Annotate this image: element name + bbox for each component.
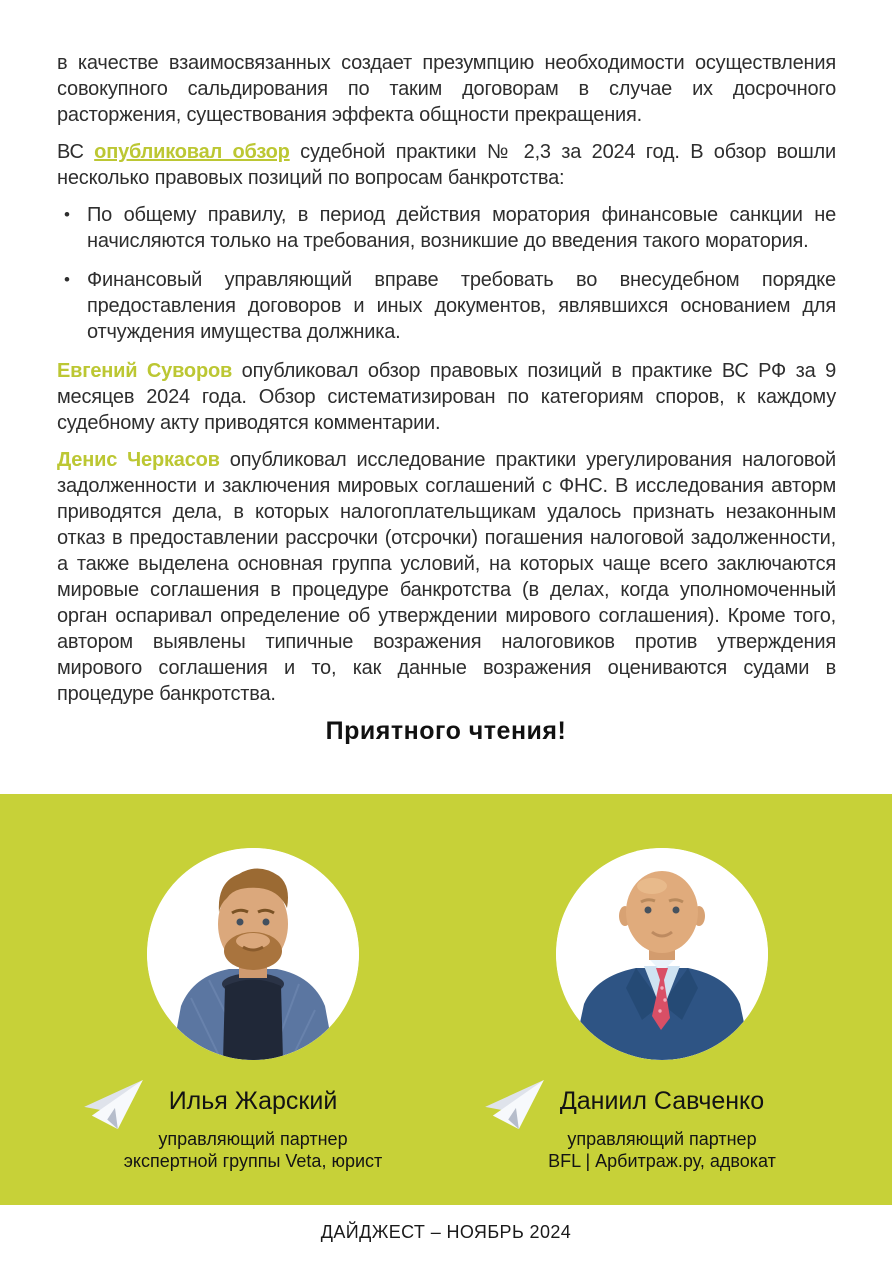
closing-heading: Приятного чтения! [325, 717, 567, 745]
person-role-line: управляющий партнер [567, 1129, 757, 1149]
bullet-item-manager: • Финансовый управляющий вправе требовать во внесудебном порядке предоставления договоров и иных документов, являвшихся основанием для отчуждения имущества должника. [57, 267, 836, 345]
person-role-line: управляющий партнер [158, 1129, 348, 1149]
paragraph-cherkasov [57, 447, 836, 707]
person-name-row [492, 1083, 832, 1119]
author-link-suvorov[interactable]: Евгений Суворов [57, 360, 233, 382]
person-role-line: экспертной группы Veta, юрист [123, 1151, 383, 1171]
paragraph-text: ВС [57, 141, 95, 163]
paragraph-suvorov [57, 358, 836, 436]
review-link[interactable]: опубликовал обзор [94, 141, 290, 163]
author-link-cherkasov[interactable]: Денис Черкасов [57, 449, 220, 471]
authors-band [0, 794, 892, 1205]
footer-text: ДАЙДЖЕСТ – НОЯБРЬ 2024 [320, 1222, 572, 1242]
person-card-savchenko [492, 848, 832, 1172]
article-body [57, 50, 836, 718]
paragraph-text: опубликовал обзор правовых позиций в практике ВС РФ за 9 месяцев 2024 года. Обзор систематизирован по категориям споров, к каждому судебному акту приводятся комментарии. [57, 360, 837, 434]
bullet-list [57, 202, 836, 345]
telegram-icon[interactable] [83, 1079, 145, 1131]
paragraph-text: опубликовал исследование практики урегулирования налоговой задолженности и заключения мировых соглашений с ФНС. В исследования авторм приводятся дела, в которых налогоплательщикам удалось признать незаконным отказ в предоставлении рассрочки (отсрочки) погашения налоговой задолженности, а также выделена основная группа условий, на которых чаще всего заключаются мировые соглашения в процедуре банкротства (в делах, когда уполномоченный орган оспаривал определение об утверждении мирового соглашения). Кроме того, автором выявлены типичные возражения налоговиков против утверждения мирового соглашения и то, как данные возражения оцениваются судами в процедуре банкротства. [57, 449, 837, 705]
paragraph-netting: в качестве взаимосвязанных создает презумпцию необходимости осуществления совокупного сальдирования по таким договорам в случае их досрочного расторжения, существования эффекта общности прекращения. [57, 52, 836, 126]
person-role [83, 1128, 423, 1172]
bullet-item-moratorium: • По общему правилу, в период действия моратория финансовые санкции не начисляются только на требования, возникшие до введения такого моратория. [57, 202, 836, 254]
person-name: Илья Жарский [168, 1086, 338, 1115]
person-name-row [83, 1083, 423, 1119]
telegram-icon[interactable] [484, 1079, 546, 1131]
paragraph-text: судебной практики № 2,3 за 2024 год. В обзор вошли несколько правовых позиций по вопросам банкротства: [57, 141, 836, 189]
person-role [492, 1128, 832, 1172]
person-name: Даниил Савченко [559, 1086, 765, 1115]
person-role-line: BFL | Арбитраж.ру, адвокат [548, 1151, 776, 1171]
avatar-photo-savchenko [556, 848, 768, 1060]
paragraph-vs-review [57, 139, 836, 191]
person-card-zharsky [83, 848, 423, 1172]
avatar-photo-zharsky [147, 848, 359, 1060]
